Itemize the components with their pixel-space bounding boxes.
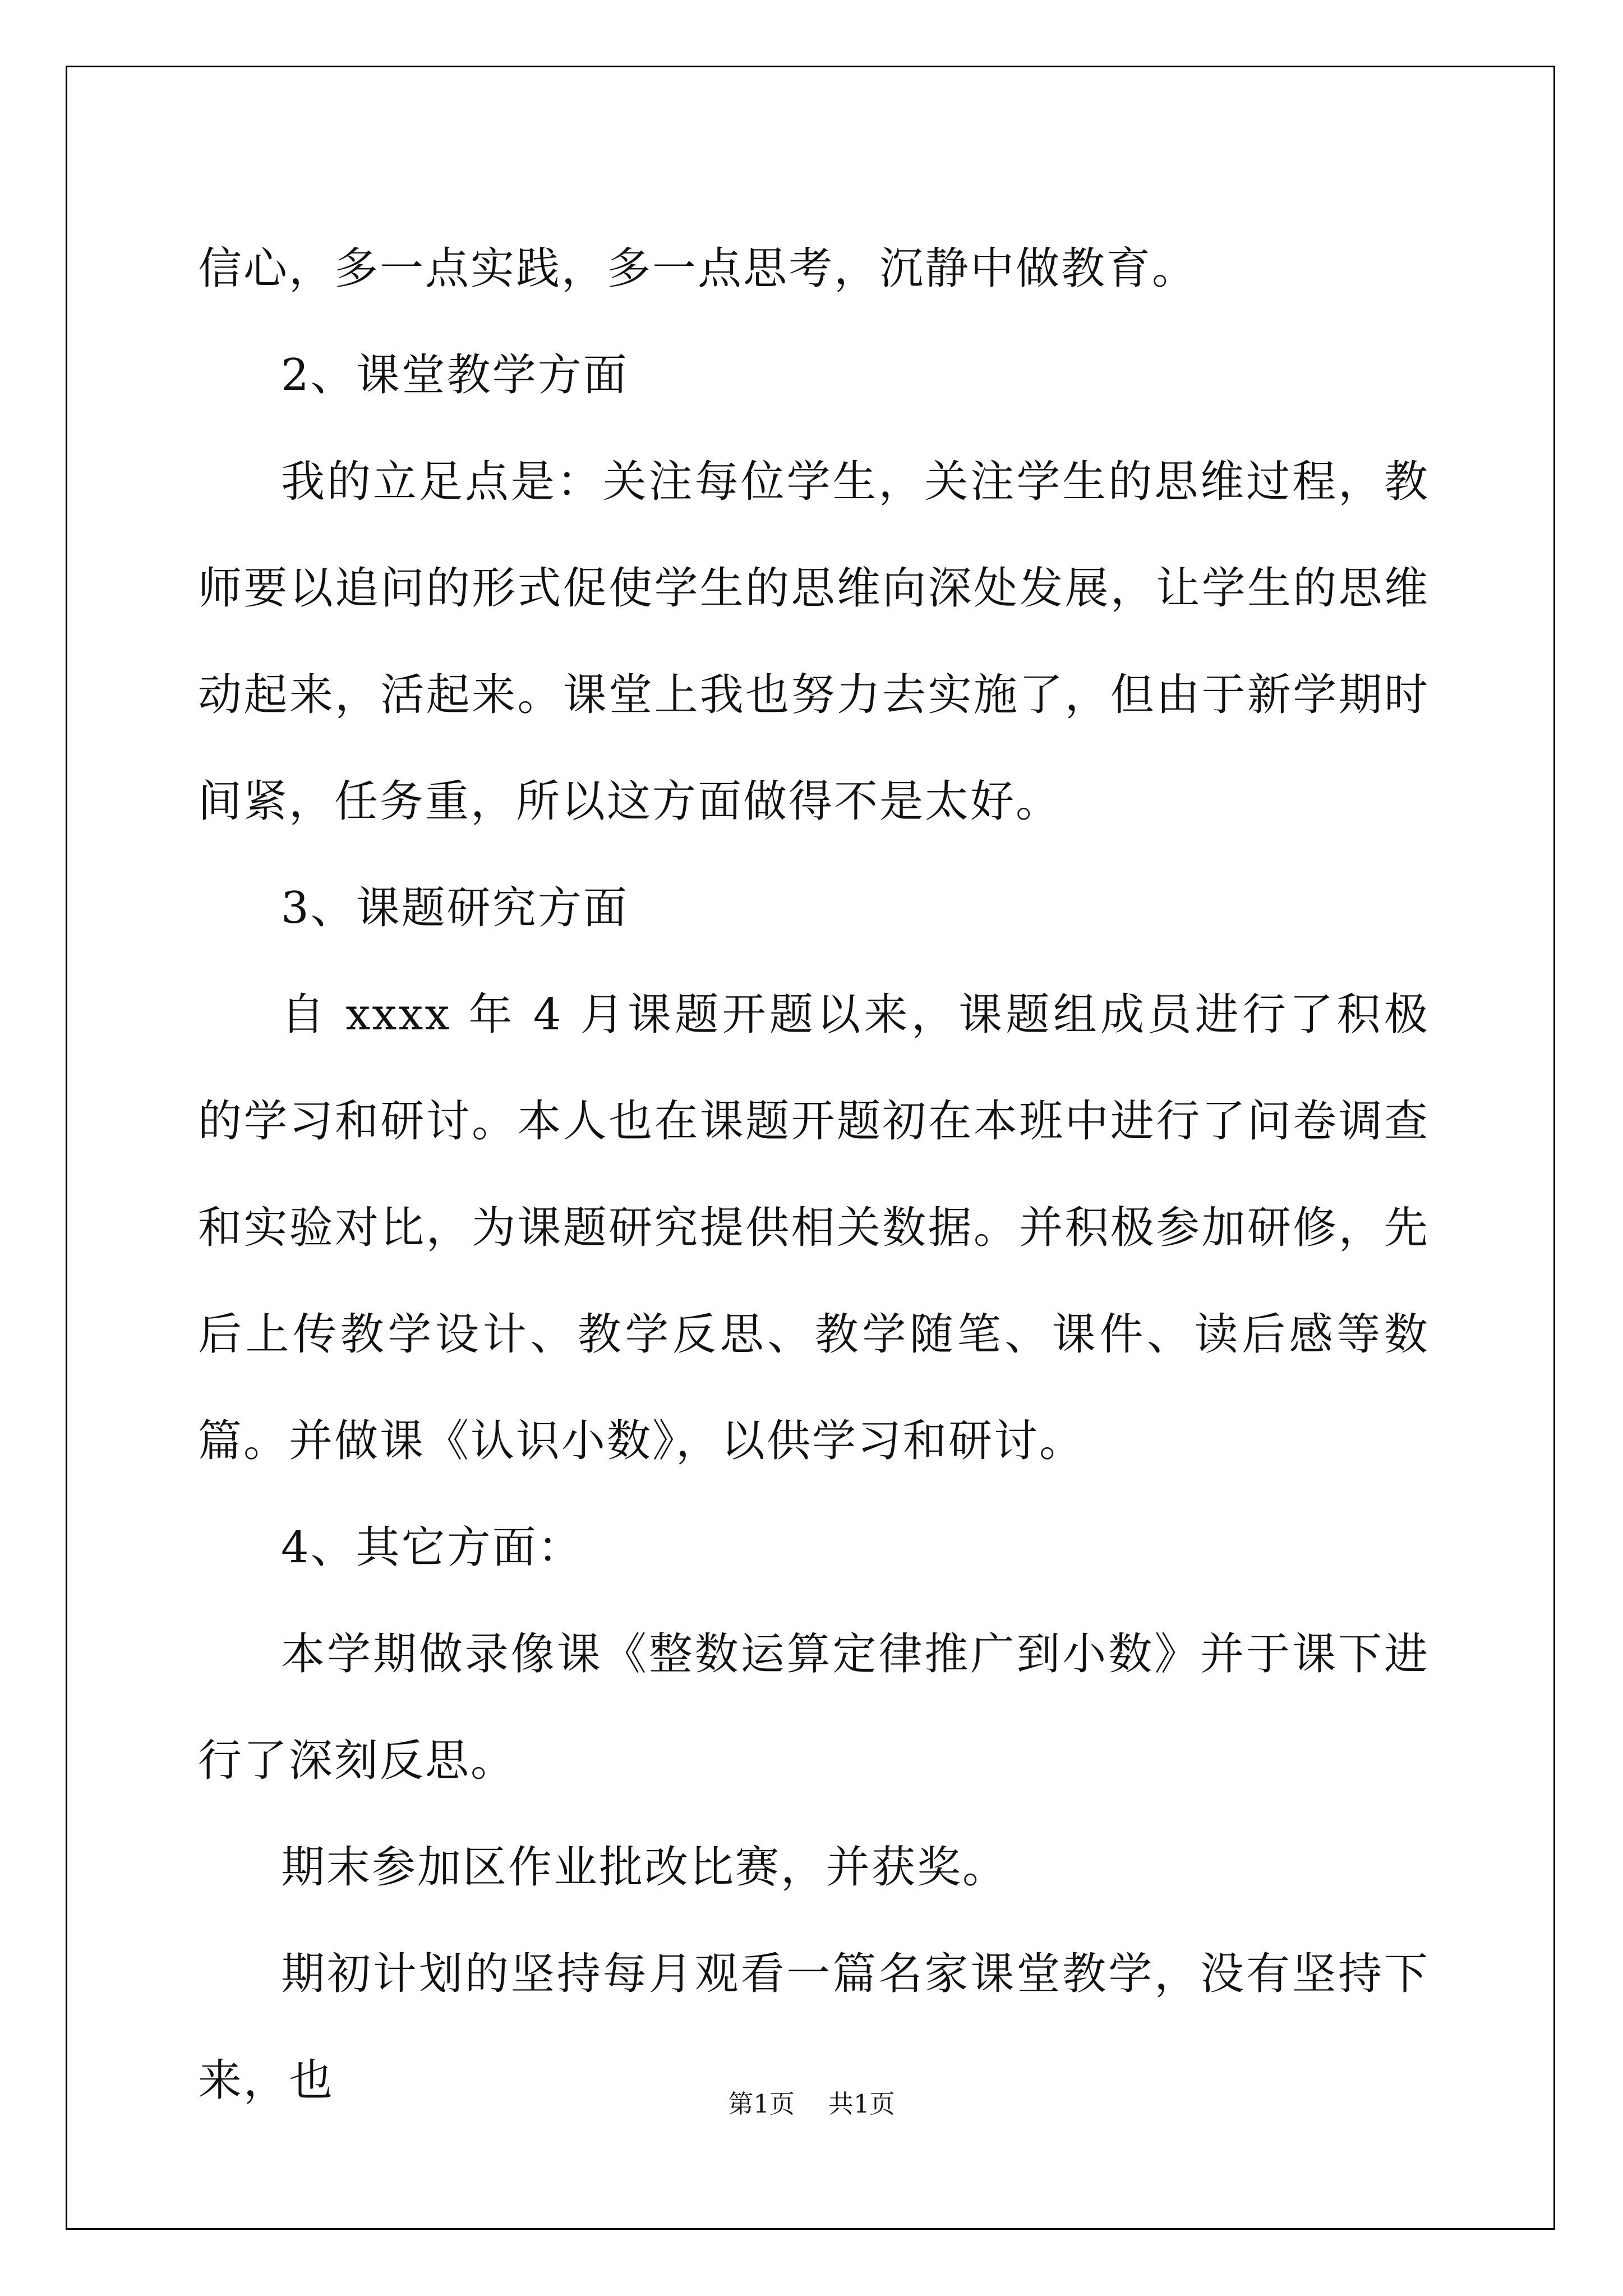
section-heading-research: 3、课题研究方面 [281, 883, 629, 933]
page-footer [0, 2087, 1623, 2121]
paragraph-classroom-teaching: 我的立足点是：关注每位学生，关注学生的思维过程，教师要以追问的形式促使学生的思维向深处发展，让学生的思维动起来，活起来。课堂上我也努力去实施了，但由于新学期时间紧，任务重，所以这方面做得不是太好。 [198, 457, 1430, 827]
page-number-current: 第1页 [728, 2089, 795, 2119]
section-heading-classroom-teaching: 2、课堂教学方面 [281, 350, 629, 401]
paragraph-plan: 期初计划的坚持每月观看一篇名家课堂教学，没有坚持下来，也 [198, 1949, 1430, 2106]
paragraph-1: 信心，多一点实践，多一点思考，沉静中做教育。 [198, 243, 1198, 294]
document-body [198, 215, 1430, 2134]
paragraph-competition: 期末参加区作业批改比赛，并获奖。 [281, 1842, 1008, 1893]
page-number-total: 共1页 [828, 2089, 895, 2119]
section-heading-other: 4、其它方面： [281, 1522, 583, 1573]
paragraph-research: 自 xxxx 年 4 月课题开题以来，课题组成员进行了积极的学习和研讨。本人也在课题开题初在本班中进行了问卷调查和实验对比，为课题研究提供相关数据。并积极参加研修，先后上传教学设计、教学反思、教学随笔、课件、读后感等数篇。并做课《认识小数》，以供学习和研讨。 [198, 990, 1430, 1466]
paragraph-video-lesson: 本学期做录像课《整数运算定律推广到小数》并于课下进行了深刻反思。 [198, 1629, 1430, 1786]
